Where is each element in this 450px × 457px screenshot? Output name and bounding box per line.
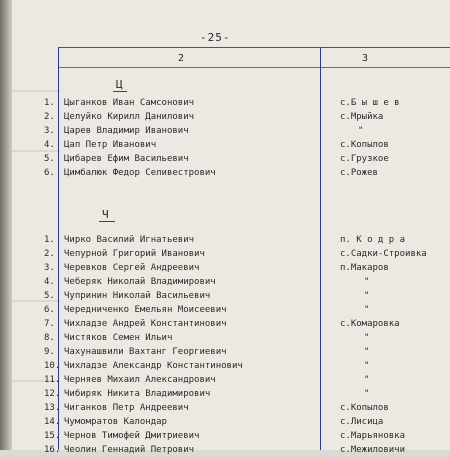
row-number: 6. [44,168,55,178]
binding-edge [0,0,12,450]
section-letter-underline [113,91,127,92]
table-row [44,331,444,345]
table-row [44,359,444,373]
person-name: Целуйко Кирилл Данилович [64,112,195,122]
residence-place: " [364,389,370,399]
residence-place: с.Межиловичи [340,445,406,455]
residence-place: " [364,277,370,287]
table-row [44,429,444,443]
table-row [44,373,444,387]
row-number: 2. [44,249,55,259]
residence-place: с.Марьяновка [340,431,406,441]
table-row [44,303,444,317]
person-name: Черняев Михаил Александрович [64,375,216,385]
table-top-rule [58,47,450,48]
row-number: 3. [44,126,55,136]
residence-place: " [364,375,370,385]
row-number: 4. [44,140,55,150]
table-row [44,289,444,303]
person-name: Царев Владимир Иванович [64,126,189,136]
person-name: Чеберяк Николай Владимирович [64,277,216,287]
residence-place: " [364,361,370,371]
row-number: 9. [44,347,55,357]
table-row [44,345,444,359]
table-row [44,110,444,124]
row-number: 14. [44,417,61,427]
row-number: 8. [44,333,55,343]
section-letter: Ц [116,78,123,91]
residence-place: с.Грузкое [340,154,389,164]
table-row [44,166,444,180]
residence-place: с.Б ы ш е в [340,98,400,108]
person-name: Цыганков Иван Самсонович [64,98,195,108]
residence-place: с.Мрыйка [340,112,384,122]
table-row [44,317,444,331]
table-row [44,261,444,275]
table-row [44,152,444,166]
column-header-2: 2 [178,53,185,64]
residence-place: " [364,291,370,301]
residence-place: " [358,126,364,136]
person-name: Чихладзе Александр Константинович [64,361,243,371]
table-row [44,247,444,261]
residence-place: п.Макаров [340,263,389,273]
residence-place: с.Комаровка [340,319,400,329]
person-name: Цап Петр Иванович [64,140,157,150]
row-number: 5. [44,154,55,164]
row-number: 13. [44,403,61,413]
person-name: Чупринин Николай Васильевич [64,291,211,301]
residence-place: " [364,305,370,315]
person-name: Чиганков Петр Андреевич [64,403,189,413]
row-number: 1. [44,235,55,245]
residence-place: п. К о д р а [340,235,406,245]
row-number: 4. [44,277,55,287]
table-row [44,387,444,401]
table-row [44,443,444,457]
table-row [44,275,444,289]
person-name: Чибиряк Никита Владимирович [64,389,211,399]
row-number: 3. [44,263,55,273]
person-name: Цибарев Ефим Васильевич [64,154,189,164]
bleed-through-mark [12,90,60,92]
person-name: Чистяков Семен Ильич [64,333,173,343]
row-number: 16. [44,445,61,455]
person-name: Чумомратов Калондар [64,417,167,427]
row-number: 10. [44,361,61,371]
person-name: Чередниченко Емельян Моисеевич [64,305,227,315]
residence-place: " [364,333,370,343]
row-number: 2. [44,112,55,122]
person-name: Чахунашвили Вахтанг Георгиевич [64,347,227,357]
table-row [44,96,444,110]
table-row [44,138,444,152]
row-number: 5. [44,291,55,301]
person-name: Чернов Тимофей Дмитриевич [64,431,200,441]
row-number: 6. [44,305,55,315]
person-name: Чепурной Григорий Иванович [64,249,205,259]
person-name: Чирко Василий Игнатьевич [64,235,195,245]
row-number: 12. [44,389,61,399]
person-name: Чеолин Геннадий Петрович [64,445,195,455]
row-number: 15. [44,431,61,441]
table-row [44,415,444,429]
residence-place: с.Копылов [340,403,389,413]
section-letter-underline [99,221,115,222]
table-row [44,233,444,247]
page-number: -25- [200,31,231,44]
person-name: Черевков Сергей Андреевич [64,263,200,273]
residence-place: с.Копылов [340,140,389,150]
residence-place: " [364,347,370,357]
header-bottom-rule [58,67,450,68]
table-row [44,124,444,138]
column-header-3: 3 [362,53,369,64]
row-number: 7. [44,319,55,329]
residence-place: с.Лисица [340,417,384,427]
person-name: Цимбалюк Федор Селивестрович [64,168,216,178]
section-letter: Ч [102,208,109,221]
table-row [44,401,444,415]
row-number: 11. [44,375,61,385]
person-name: Чихладзе Андрей Константинович [64,319,227,329]
row-number: 1. [44,98,55,108]
residence-place: с.Садки-Строивка [340,249,427,259]
residence-place: с.Рожев [340,168,378,178]
